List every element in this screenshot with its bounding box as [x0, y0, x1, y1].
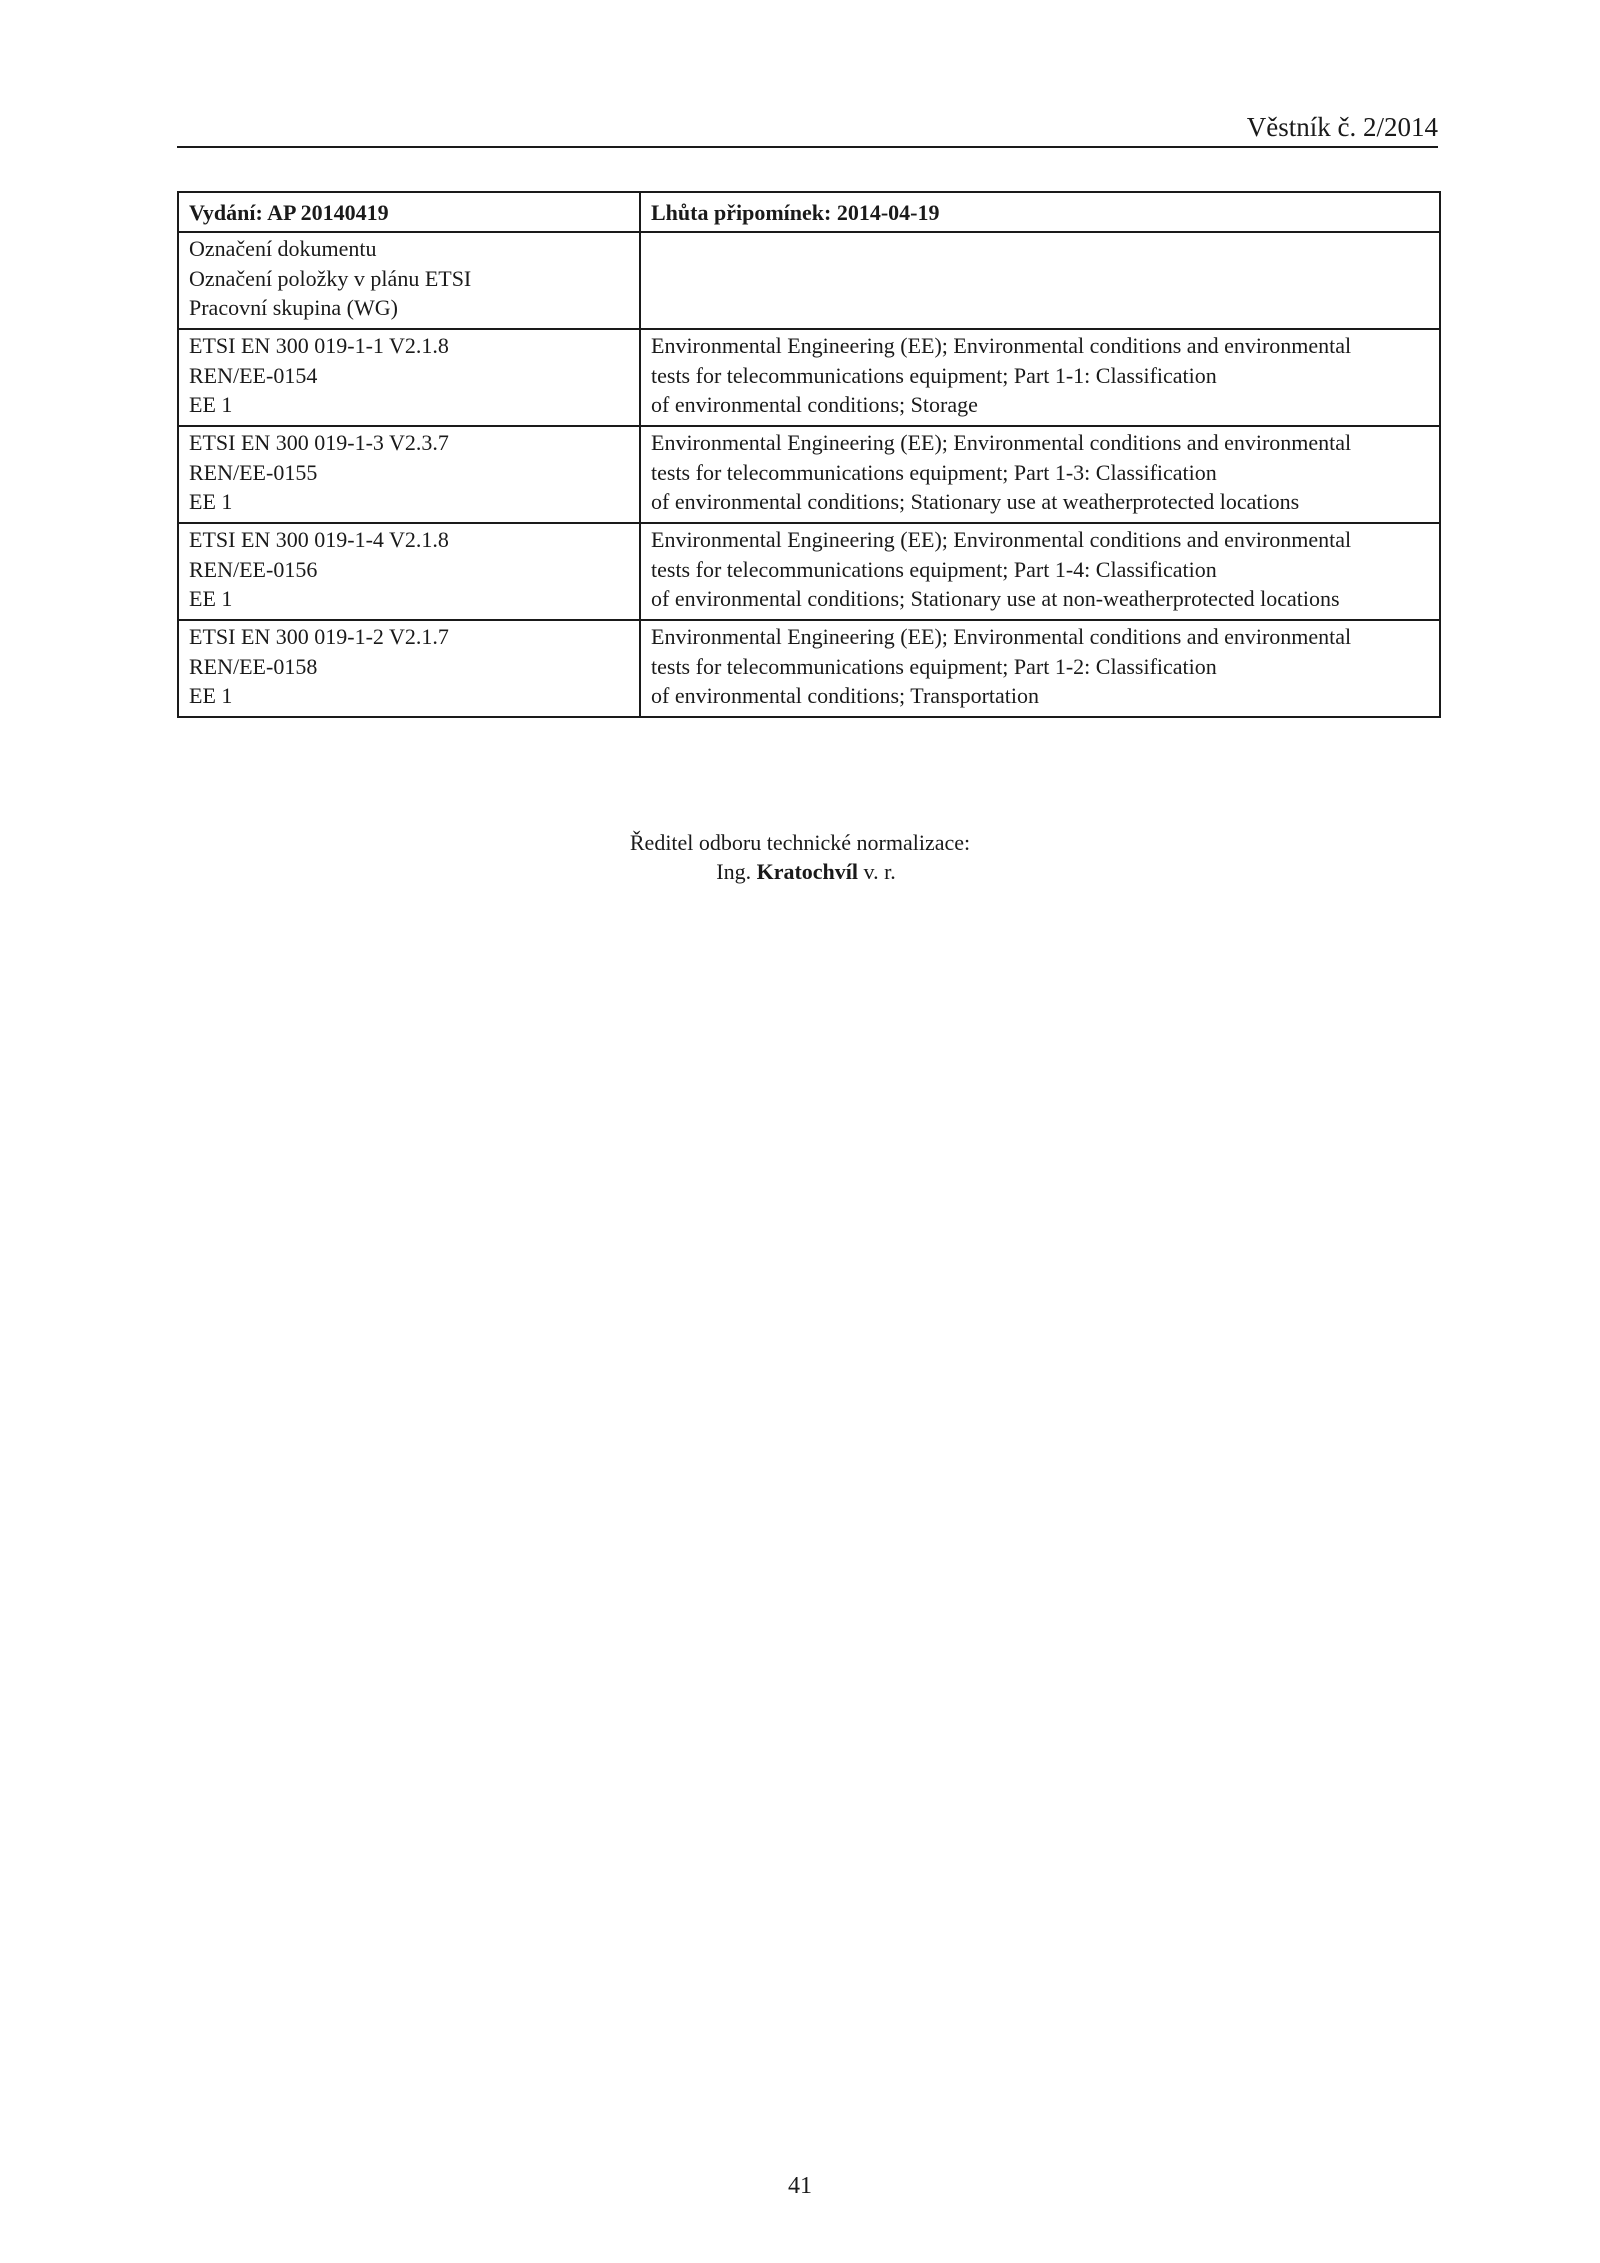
document-title-cell	[640, 620, 1440, 717]
document-table	[177, 191, 1441, 718]
work-item: REN/EE-0156	[189, 556, 318, 582]
page-number: 41	[788, 2173, 812, 2199]
document-id-cell	[178, 620, 640, 717]
label-cell	[178, 232, 640, 329]
document-title-cell	[640, 426, 1440, 523]
page-header	[177, 108, 1438, 148]
table-row	[178, 329, 1440, 426]
work-item: REN/EE-0155	[189, 459, 318, 485]
document-number: ETSI EN 300 019-1-1 V2.1.8	[189, 333, 449, 358]
issue-cell: Vydání: AP 20140419	[178, 192, 640, 232]
empty-cell	[640, 232, 1440, 329]
working-group: EE 1	[189, 683, 233, 708]
comment-deadline-cell: Lhůta připomínek: 2014-04-19	[640, 192, 1440, 232]
table-row	[178, 523, 1440, 620]
title-line: tests for telecommunications equipment; Part 1-1: Classification	[651, 362, 1217, 388]
working-group: EE 1	[189, 586, 233, 611]
label-line: Pracovní skupina (WG)	[189, 295, 398, 320]
title-line: of environmental conditions; Storage	[651, 392, 978, 417]
document-title-cell	[640, 523, 1440, 620]
document-number: ETSI EN 300 019-1-2 V2.1.7	[189, 624, 449, 649]
table-label-row	[178, 232, 1440, 329]
bulletin-title: Věstník č. 2/2014	[1246, 112, 1438, 142]
document-title-cell	[640, 329, 1440, 426]
signatory-suffix: v. r.	[863, 859, 896, 884]
document-number: ETSI EN 300 019-1-3 V2.3.7	[189, 430, 449, 455]
table-row	[178, 620, 1440, 717]
title-line: Environmental Engineering (EE); Environmental conditions and environmental	[651, 333, 1352, 358]
title-line: Environmental Engineering (EE); Environmental conditions and environmental	[651, 527, 1352, 552]
document-id-cell	[178, 426, 640, 523]
label-line: Označení dokumentu	[189, 236, 377, 261]
title-line: of environmental conditions; Transportation	[651, 683, 1040, 708]
table-row	[178, 426, 1440, 523]
working-group: EE 1	[189, 392, 233, 417]
title-line: tests for telecommunications equipment; Part 1-3: Classification	[651, 459, 1217, 485]
document-number: ETSI EN 300 019-1-4 V2.1.8	[189, 527, 449, 552]
signatory-name: Kratochvíl	[756, 859, 859, 884]
title-line: tests for telecommunications equipment; Part 1-4: Classification	[651, 556, 1217, 582]
signatory-line	[6, 857, 1600, 886]
signature-block	[0, 828, 1600, 886]
signatory-role: Ředitel odboru technické normalizace:	[629, 830, 971, 855]
working-group: EE 1	[189, 489, 233, 514]
table-header-row	[178, 192, 1440, 232]
label-line: Označení položky v plánu ETSI	[189, 265, 472, 291]
document-id-cell	[178, 523, 640, 620]
document-id-cell	[178, 329, 640, 426]
signatory-title: Ing.	[716, 859, 752, 884]
title-line: of environmental conditions; Stationary use at weatherprotected locations	[651, 489, 1300, 514]
work-item: REN/EE-0158	[189, 653, 318, 679]
title-line: of environmental conditions; Stationary use at non-weatherprotected locations	[651, 586, 1340, 611]
work-item: REN/EE-0154	[189, 362, 318, 388]
title-line: Environmental Engineering (EE); Environmental conditions and environmental	[651, 624, 1352, 649]
title-line: tests for telecommunications equipment; Part 1-2: Classification	[651, 653, 1217, 679]
title-line: Environmental Engineering (EE); Environmental conditions and environmental	[651, 430, 1352, 455]
